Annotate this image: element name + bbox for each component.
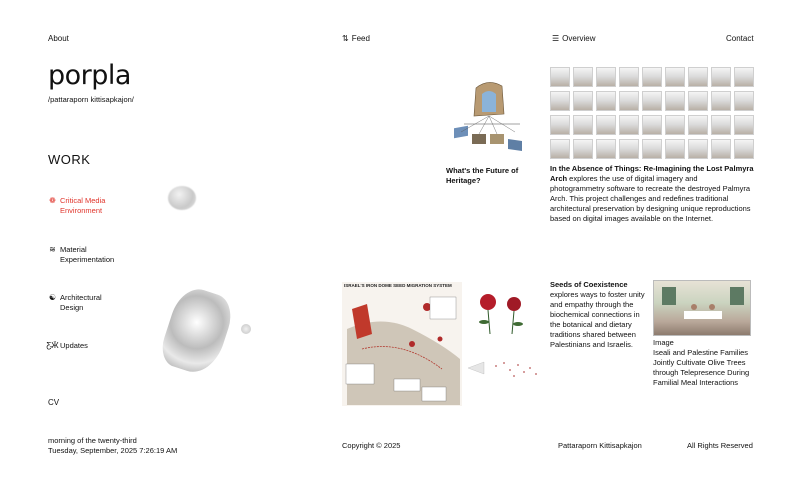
poppy-flowers-illustration[interactable] xyxy=(474,290,530,338)
crumpled-foil-image xyxy=(157,283,238,379)
sidebar-item-material[interactable] xyxy=(48,245,132,265)
footer-datetime xyxy=(48,436,177,456)
family-table-graphic xyxy=(654,281,752,337)
seed-spray-illustration xyxy=(466,348,542,384)
seeds-description: explores ways to foster unity and empathy through the biochemical connections in the botanical and dietary traditions shared between Palestinians and Israelis. xyxy=(550,290,645,349)
nav-about[interactable]: About xyxy=(48,34,69,43)
olive-image-caption xyxy=(653,338,763,388)
wave-icon: ≋ xyxy=(49,244,56,254)
dot-decoration xyxy=(241,324,251,334)
nav-feed[interactable] xyxy=(342,34,370,43)
footer-clock: Tuesday, September, 2025 7:26:19 AM xyxy=(48,446,178,455)
nav-feed-label: Feed xyxy=(351,34,370,43)
seeds-title: Seeds of Coexistence xyxy=(550,280,628,289)
nav-contact[interactable]: Contact xyxy=(726,34,754,43)
cv-link[interactable]: CV xyxy=(48,398,60,407)
site-logo[interactable]: porpla xyxy=(48,60,131,91)
arch-screens-diagram xyxy=(444,80,536,158)
heritage-caption[interactable]: What's the Future of Heritage? xyxy=(446,166,519,185)
footer-author: Pattaraporn Kittisapkajon xyxy=(558,441,642,450)
palmyra-description: explores the use of digital imagery and photogrammetry software to recreate the destroyed Palmyra Arch. This project challenges and redefines traditional architectural preservation by designing unique reproductions based on digital images available on the Internet. xyxy=(550,174,751,223)
seed-migration-diagram[interactable] xyxy=(342,282,462,406)
sidebar-item-updates[interactable] xyxy=(48,341,88,351)
footer-copyright: Copyright © 2025 xyxy=(342,441,401,450)
palmyra-title: In the Absence of Things: Re-Imagining the Lost Palmyra Arch xyxy=(550,164,754,183)
image-caption-text: Iseali and Palestine Families Jointly Cultivate Olive Trees through Telepresence During Familial Meal Interactions xyxy=(653,348,750,387)
menu-icon: ☰ xyxy=(552,34,560,43)
olive-family-image[interactable] xyxy=(653,280,751,336)
rock-image-small xyxy=(168,186,196,210)
seed-diagram-graphic xyxy=(342,289,462,405)
work-heading: WORK xyxy=(48,152,91,167)
butterfly-icon: Ƹ̵Ӝ xyxy=(46,340,59,350)
image-caption-label: Image xyxy=(653,338,674,347)
sidebar-item-architectural[interactable] xyxy=(48,293,120,313)
sparkle-icon: ❁ xyxy=(49,195,56,205)
seeds-card[interactable] xyxy=(550,280,648,350)
sidebar-item-label: Material Experimentation xyxy=(60,245,115,264)
site-subtitle: /pattaraporn kittisapkajon/ xyxy=(48,95,134,104)
footer-rights: All Rights Reserved xyxy=(687,441,753,450)
sidebar-item-critical-media[interactable] xyxy=(48,196,132,216)
sort-arrows-icon: ⇅ xyxy=(342,34,349,43)
heritage-illustration[interactable] xyxy=(444,80,536,158)
yin-yang-icon: ☯ xyxy=(48,292,57,302)
footer-greeting: morning of the twenty-third xyxy=(48,436,137,445)
palmyra-thumbnail-grid[interactable] xyxy=(550,67,754,159)
sidebar-item-label: Updates xyxy=(60,341,88,350)
palmyra-card[interactable] xyxy=(550,164,754,224)
seed-diagram-title: ISRAEL'S IRON DOME SEED MIGRATION SYSTEM xyxy=(344,283,452,288)
nav-overview[interactable] xyxy=(552,34,596,43)
sidebar-item-label: Critical Media Environment xyxy=(60,196,106,215)
sidebar-item-label: Architectural Design xyxy=(60,293,102,312)
poppy-icon xyxy=(474,290,530,338)
nav-overview-label: Overview xyxy=(562,34,596,43)
